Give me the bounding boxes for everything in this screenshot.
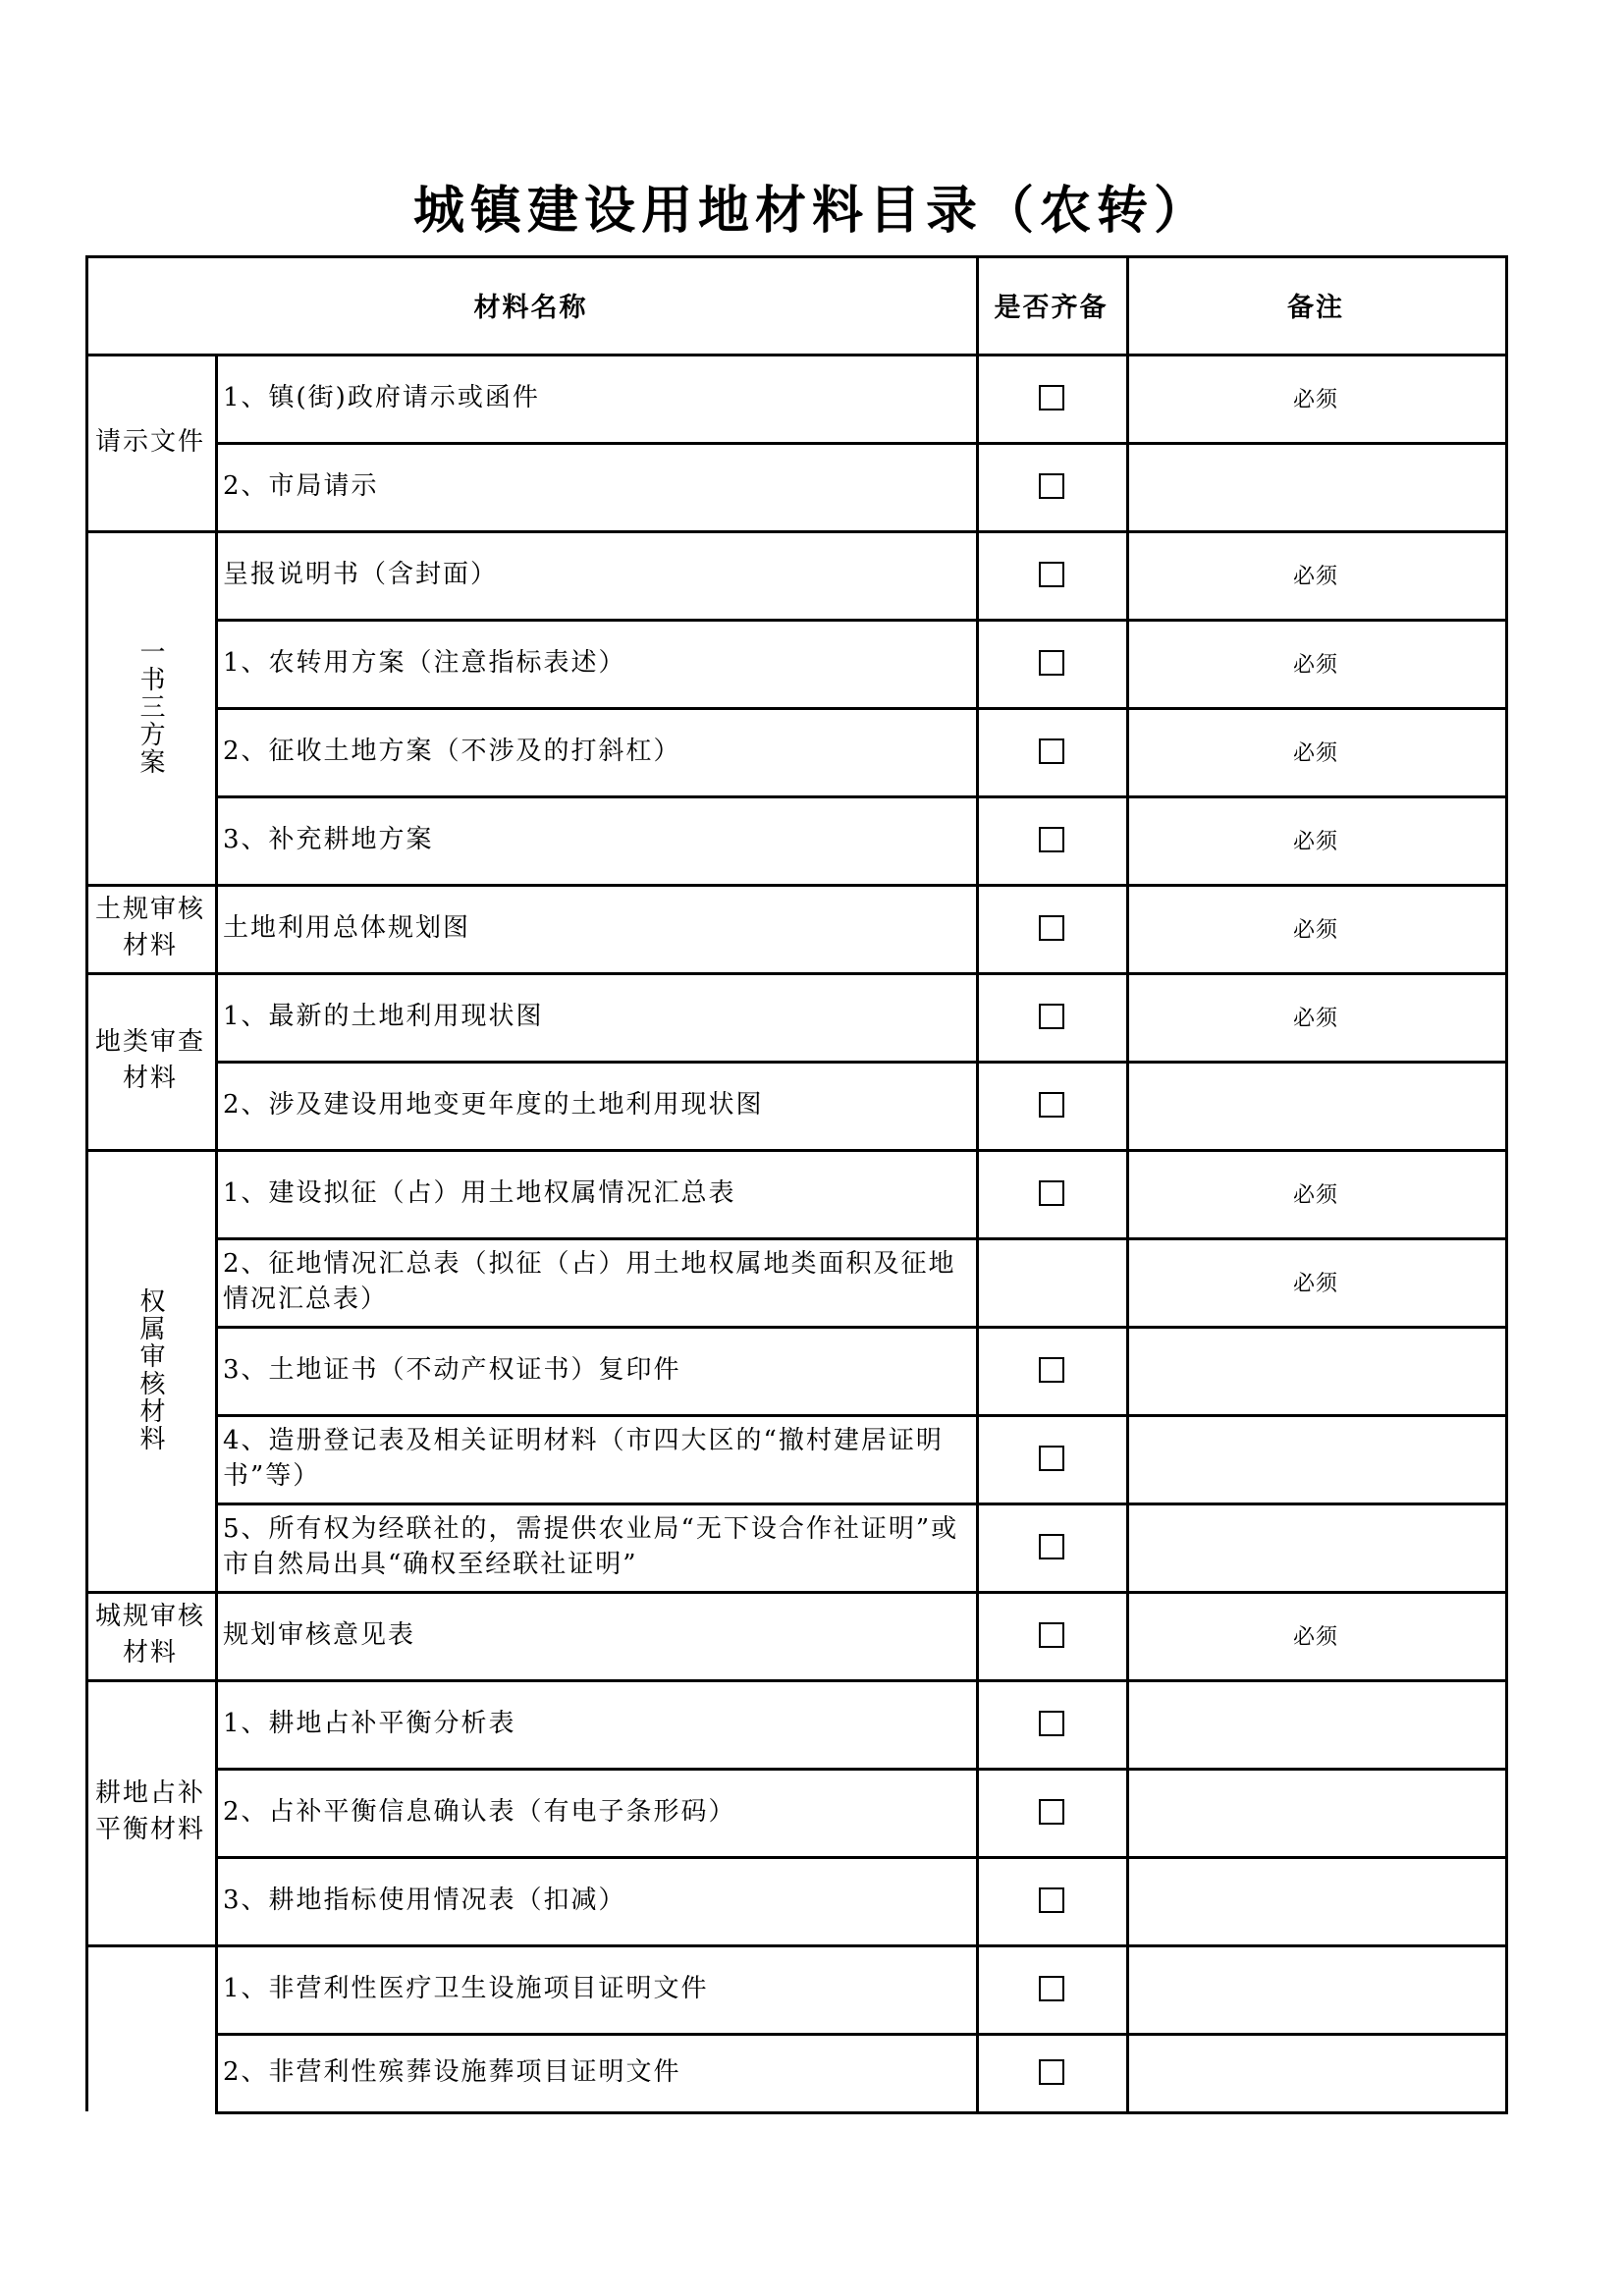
note-cell: 必须 xyxy=(1292,564,1338,589)
complete-checkbox[interactable] xyxy=(1039,915,1064,941)
note-cell: 必须 xyxy=(1292,387,1338,412)
note-cell xyxy=(1126,1944,1505,2033)
material-item-label: 土地利用总体规划图 xyxy=(223,913,471,943)
note-cell: 必须 xyxy=(1292,740,1338,766)
note-cell xyxy=(1126,1326,1505,1414)
note-cell: 必须 xyxy=(1292,1624,1338,1650)
complete-checkbox[interactable] xyxy=(1039,2059,1064,2085)
category-label: 耕地占补平衡材料 xyxy=(94,1778,205,1844)
header-complete: 是否齐备 xyxy=(994,292,1109,323)
material-item-label: 呈报说明书（含封面） xyxy=(223,560,499,589)
note-cell xyxy=(1126,442,1505,530)
note-cell: 必须 xyxy=(1292,1271,1338,1296)
material-item-label: 3、耕地指标使用情况表（扣减） xyxy=(223,1886,626,1915)
note-cell xyxy=(1126,1061,1505,1149)
complete-checkbox[interactable] xyxy=(1039,827,1064,852)
category-divider xyxy=(215,354,218,2114)
complete-checkbox[interactable] xyxy=(1039,473,1064,499)
complete-checkbox[interactable] xyxy=(1039,1446,1064,1471)
material-item-label: 1、非营利性医疗卫生设施项目证明文件 xyxy=(223,1974,709,2003)
note-cell xyxy=(1126,1856,1505,1944)
note-cell: 必须 xyxy=(1292,829,1338,854)
material-item-label: 2、占补平衡信息确认表（有电子条形码） xyxy=(223,1797,736,1827)
category-label: 请示文件 xyxy=(94,426,205,457)
category-label: 城规审核材料 xyxy=(94,1602,205,1667)
note-cell xyxy=(1126,2033,1505,2111)
material-item-label: 1、镇(街)政府请示或函件 xyxy=(223,383,540,412)
material-item-label: 3、补充耕地方案 xyxy=(223,825,434,854)
page-title: 城镇建设用地材料目录（农转） xyxy=(412,182,1211,241)
table-right-border xyxy=(1505,255,1508,2114)
complete-checkbox[interactable] xyxy=(1039,1799,1064,1825)
header-material-name: 材料名称 xyxy=(473,292,588,323)
column-divider xyxy=(976,354,979,2114)
category-label: 一书三方案 xyxy=(135,638,165,776)
complete-checkbox[interactable] xyxy=(1039,1534,1064,1559)
materials-table xyxy=(85,255,1509,2107)
complete-checkbox[interactable] xyxy=(1039,1887,1064,1913)
complete-checkbox[interactable] xyxy=(1039,562,1064,587)
material-item-label: 3、土地证书（不动产权证书）复印件 xyxy=(223,1355,681,1385)
complete-checkbox[interactable] xyxy=(1039,1092,1064,1118)
complete-checkbox[interactable] xyxy=(1039,1976,1064,2001)
material-item-label: 2、征收土地方案（不涉及的打斜杠） xyxy=(223,737,681,766)
note-cell: 必须 xyxy=(1292,917,1338,943)
complete-checkbox[interactable] xyxy=(1039,1357,1064,1383)
note-cell xyxy=(1126,1414,1505,1503)
material-item-label: 2、征地情况汇总表（拟征（占）用土地权属地类面积及征地情况汇总表） xyxy=(223,1249,956,1314)
note-cell xyxy=(1126,1679,1505,1768)
complete-checkbox[interactable] xyxy=(1039,1622,1064,1648)
material-item-label: 规划审核意见表 xyxy=(223,1620,416,1650)
note-cell: 必须 xyxy=(1292,1006,1338,1031)
column-divider xyxy=(1126,354,1129,2114)
note-cell xyxy=(1126,1503,1505,1591)
material-item-label: 1、最新的土地利用现状图 xyxy=(223,1002,544,1031)
material-item-label: 1、农转用方案（注意指标表述） xyxy=(223,648,626,678)
complete-checkbox[interactable] xyxy=(1039,1180,1064,1206)
material-item-label: 2、非营利性殡葬设施葬项目证明文件 xyxy=(223,2057,681,2087)
note-cell: 必须 xyxy=(1292,1182,1338,1208)
category-label: 地类审查材料 xyxy=(94,1027,205,1093)
category-label xyxy=(85,1944,215,2111)
material-item-label: 2、市局请示 xyxy=(223,471,379,501)
category-label: 土规审核材料 xyxy=(94,895,205,960)
category-label: 权属审核材料 xyxy=(135,1287,165,1452)
material-item-label: 2、涉及建设用地变更年度的土地利用现状图 xyxy=(223,1090,764,1120)
header-divider xyxy=(976,255,979,354)
material-item-label: 1、建设拟征（占）用土地权属情况汇总表 xyxy=(223,1178,736,1208)
row-border xyxy=(215,2111,1508,2114)
material-item-label: 5、所有权为经联社的，需提供农业局“无下设合作社证明”或市自然局出具“确权至经联社证明” xyxy=(223,1514,959,1579)
complete-checkbox[interactable] xyxy=(1039,385,1064,410)
note-cell xyxy=(1126,1768,1505,1856)
complete-checkbox[interactable] xyxy=(1039,1004,1064,1029)
complete-checkbox[interactable] xyxy=(1039,650,1064,676)
material-item-label: 1、耕地占补平衡分析表 xyxy=(223,1709,516,1738)
complete-checkbox[interactable] xyxy=(1039,1711,1064,1736)
note-cell: 必须 xyxy=(1292,652,1338,678)
material-item-label: 4、造册登记表及相关证明材料（市四大区的“撤村建居证明书”等） xyxy=(223,1426,944,1491)
table-left-border xyxy=(85,255,88,2111)
complete-checkbox[interactable] xyxy=(1039,738,1064,764)
header-divider xyxy=(1126,255,1129,354)
header-note: 备注 xyxy=(1287,292,1344,323)
